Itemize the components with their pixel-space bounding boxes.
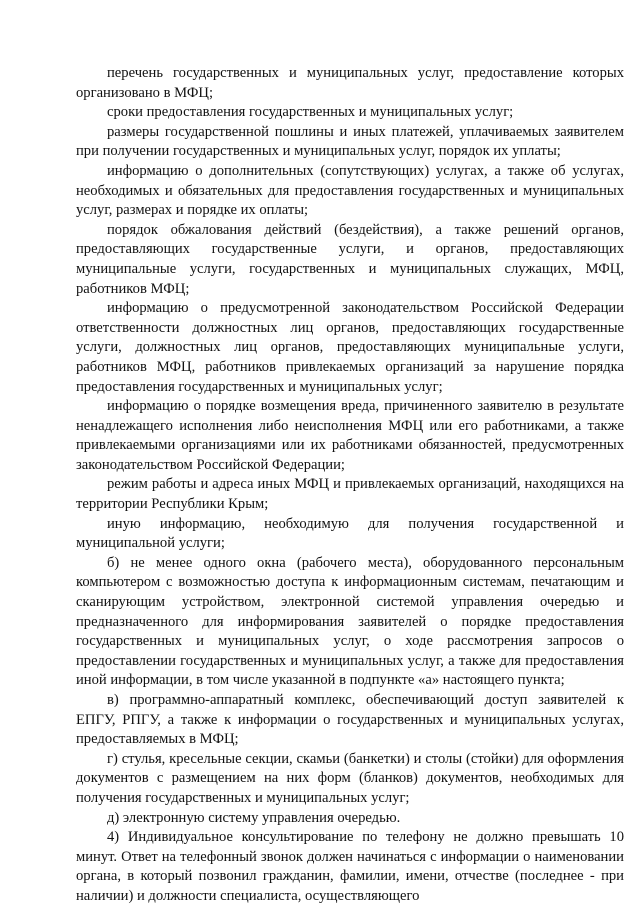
- paragraph-services-list: перечень государственных и муниципальных услуг, предоставление которых организовано в МФЦ;: [76, 65, 624, 101]
- paragraph-phone-consulting: 4) Индивидуальное консультирование по телефону не должно превышать 10 минут. Ответ на телефонный звонок должен начинаться с информации о наименовании органа, в который позвонил гражданин, фамилии, имени, отчестве (последнее - при наличии) и должности специалиста, осуществляющего: [76, 829, 624, 904]
- paragraph-responsibility: информацию о предусмотренной законодательством Российской Федерации ответственности должностных лиц органов, предоставляющих государственные услуги, должностных лиц органов, предоставляющих муниципальные услуги, работников МФЦ, работников привлекаемых организаций за нарушение порядка предоставления государственных и муниципальных услуг;: [76, 300, 624, 395]
- paragraph-appeal-procedure: порядок обжалования действий (бездействия), а также решений органов, предоставляющих государственные услуги, и органов, предоставляющих муниципальные услуги, государственных и муниципальных служащих, МФЦ, работников МФЦ;: [76, 221, 624, 297]
- paragraph-item-d: д) электронную систему управления очередью.: [107, 809, 401, 826]
- paragraph-working-hours: режим работы и адреса иных МФЦ и привлекаемых организаций, находящихся на территории Республики Крым;: [76, 476, 624, 513]
- paragraph-item-b: б) не менее одного окна (рабочего места), оборудованного персональным компьютером с возможностью доступа к информационным системам, печатающим и сканирующим устройством, электронной системой управления очередью и предназначенного для информирования заявителей о порядке предоставления государственных и муниципальных услуг, о ходе рассмотрения запросов о предоставлении государственных и муниципальных услуг, а также для предоставления иной информации, в том числе указанной в подпункте «а» настоящего пункта;: [76, 554, 624, 689]
- paragraph-service-terms: сроки предоставления государственных и муниципальных услуг;: [107, 104, 514, 121]
- paragraph-damage-compensation: информацию о порядке возмещения вреда, причиненного заявителю в результате ненадлежащего исполнения либо неисполнения МФЦ или его работниками, а также привлекаемыми организациями или их работниками обязанностей, предусмотренных законодательством Российской Федерации;: [76, 398, 624, 473]
- paragraph-other-info: иную информацию, необходимую для получения государственной и муниципальной услуги;: [76, 515, 624, 552]
- paragraph-fees: размеры государственной пошлины и иных платежей, уплачиваемых заявителем при получении государственных и муниципальных услуг, порядок их уплаты;: [76, 123, 624, 160]
- paragraph-additional-services: информацию о дополнительных (сопутствующих) услугах, а также об услугах, необходимых и обязательных для предоставления государственных и муниципальных услуг, размерах и порядке их оплаты;: [76, 162, 624, 219]
- paragraph-item-v: в) программно-аппаратный комплекс, обеспечивающий доступ заявителей к ЕПГУ, РПГУ, а также к информации о государственных и муниципальных услугах, предоставляемых в МФЦ;: [76, 692, 624, 748]
- paragraph-item-g: г) стулья, кресельные секции, скамьи (банкетки) и столы (стойки) для оформления документов с размещением на них форм (бланков) документов, необходимых для получения государственных и муниципальных услуг;: [76, 750, 624, 806]
- document-page: [76, 64, 624, 907]
